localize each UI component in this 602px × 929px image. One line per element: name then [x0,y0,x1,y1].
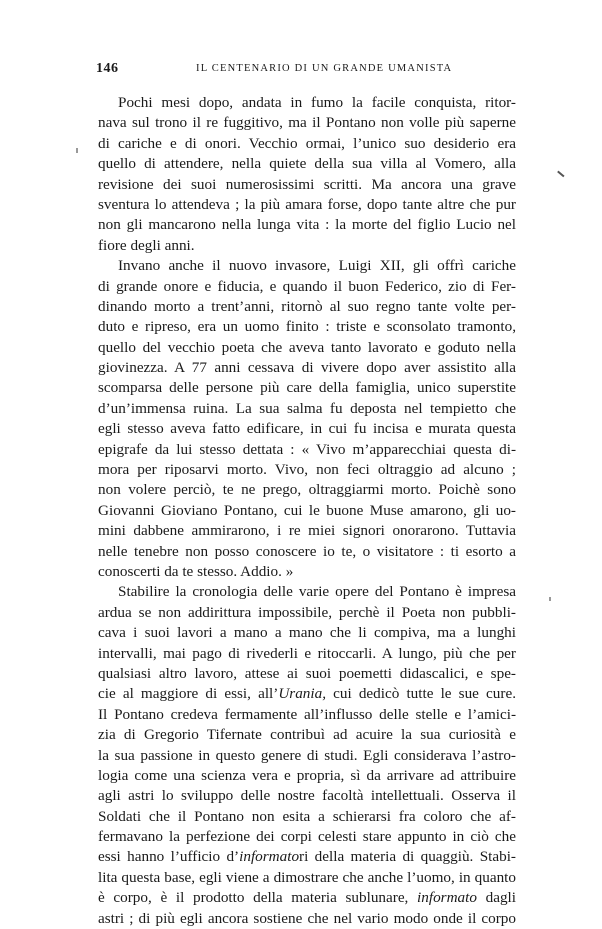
text-line: Il Pontano credeva fermamente all’influsso delle stelle e l’amici- [98,705,516,723]
text-line: è corpo, è il prodotto della materia sublunare, informato dagli [98,889,516,907]
text-line: egli stesso aveva fatto edificare, in cui fu incisa e murata questa [98,420,516,438]
text-line: revisione dei suoi numerosissimi scritti. Ma ancora una grave [98,175,516,193]
text-line: conoscerti da te stesso. Addio. » [98,562,294,580]
text-line: duto e ripreso, era un uomo finito : triste e sconsolato tramonto, [98,318,516,336]
page-number: 146 [96,61,119,76]
text-line: scomparsa delle persone più care della famiglia, unico superstite [98,379,516,397]
paragraph-2 [98,256,516,582]
text-line: mini dabbene ammirarono, i re miei signori onorarono. Tuttavia [98,522,516,540]
italic-term: informato [417,889,477,907]
scan-speck [76,148,78,153]
text-line: Giovanni Gioviano Pontano, cui le buone Muse amarono, gli uo- [98,501,516,519]
text-line: epigrafe da lui stesso dettata : « Vivo m’apparecchiai questa di- [98,440,516,458]
scan-speck [549,597,551,601]
text-line: essi hanno l’ufficio d’informatori della materia di quaggiù. Stabi- [98,848,516,866]
paragraph-1 [98,93,516,256]
text-line: quello del vecchio poeta che aveva tanto lavorato e goduto nella [98,338,516,356]
italic-term: informato [239,848,300,866]
text-line: cava i suoi lavori a mano a mano che li compiva, ma a lunghi [98,624,516,642]
page-header [96,61,516,81]
scan-speck [557,171,564,177]
text-line: Pochi mesi dopo, andata in fumo la facile conquista, ritor- [118,94,516,111]
text-line: cie al maggiore di essi, all’Urania, cui dedicò tutte le sue cure. [98,685,516,703]
body-text [98,93,516,929]
italic-term: Urania, [278,685,327,703]
paragraph-3 [98,582,516,929]
text-line: qualsiasi altro lavoro, attese ai suoi poemetti didascalici, e spe- [98,664,516,682]
text-line: astri ; di più egli ancora sostiene che nel vario modo onde il corpo [98,909,516,927]
text-line: di grande onore e fiducia, e quando il buon Federico, zio di Fer- [98,277,516,295]
text-line: ardua se non addirittura impossibile, perchè il Poeta non pubbli- [98,603,516,621]
text-line: la sua passione in questo genere di studi. Egli considerava l’astro- [98,746,516,764]
text-line: Invano anche il nuovo invasore, Luigi XII, gli offrì cariche [118,257,516,275]
text-line: agli astri lo sviluppo delle nostre facoltà intellettuali. Osserva il [98,787,516,805]
text-line: nelle tenebre non posso conoscere io te, o visitatore : ti esorto a [98,542,516,560]
text-line: giovinezza. A 77 anni cessava di vivere dopo aver assistito alla [98,359,516,377]
text-line: nava sul trono il re fuggitivo, ma il Pontano non volle più saperne [98,114,516,132]
text-line: logia come una scienza vera e propria, sì da arrivare ad attribuire [98,766,516,784]
text-line: sventura lo attendeva ; la più amara forse, dopo tante altre che pur [98,195,516,213]
text-line: Soldati che il Pontano non esita a schierarsi fra coloro che af- [98,807,516,825]
text-line: Stabilire la cronologia delle varie opere del Pontano è impresa [118,583,516,601]
text-line: lita questa base, egli viene a dimostrare che anche l’uomo, in quanto [98,868,516,886]
text-line: non volere perciò, te ne prego, oltraggiarmi morto. Poichè sono [98,481,516,499]
text-line: fiore degli anni. [98,236,195,254]
text-line: d’un’immensa ruina. La sua salma fu deposta nel tempietto che [98,399,516,417]
text-line: di cariche e di onori. Vecchio ormai, l’unico suo desiderio era [98,134,516,152]
text-line: dinando morto a trent’anni, ritornò al suo regno tante volte per- [98,297,516,315]
text-line: mora per riposarvi morto. Vivo, non feci oltraggio ad alcuno ; [98,461,516,479]
text-line: quello di attendere, nella quiete della sua villa al Vomero, alla [98,155,516,173]
text-line: fermavano la perfezione dei corpi celesti stare appunto in ciò che [98,828,516,846]
text-line: intervalli, mai pago di rivederli e ritoccarli. A lungo, più che per [98,644,516,662]
running-title: IL CENTENARIO DI UN GRANDE UMANISTA [196,63,453,74]
text-line: zia di Gregorio Tifernate contribuì ad acuire la sua curiosità e [98,726,516,744]
text-line: non gli mancarono nella lunga vita : la morte del figlio Lucio nel [98,216,516,234]
